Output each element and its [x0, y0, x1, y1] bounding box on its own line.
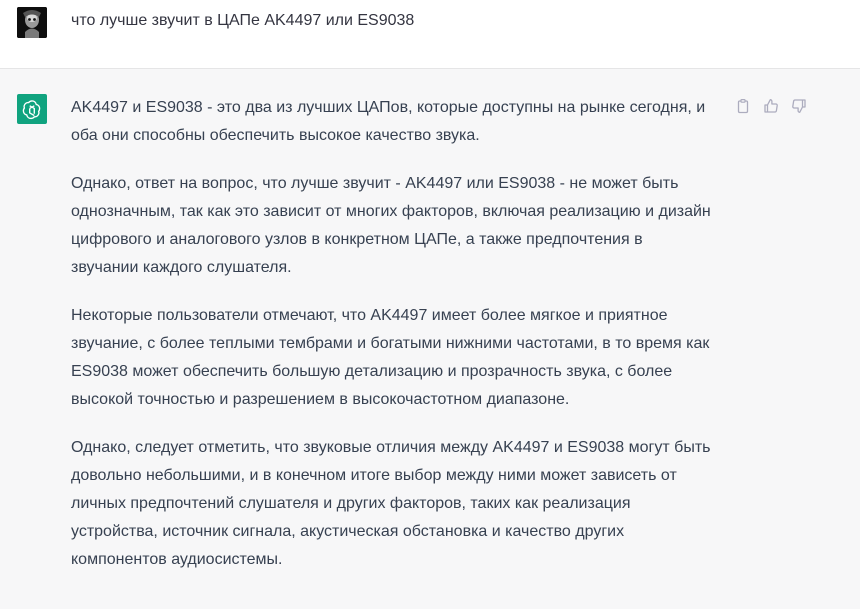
assistant-answer — [71, 94, 726, 594]
answer-line: звучание, с более теплыми тембрами и богатыми нижними частотами, в то время как — [71, 335, 710, 352]
answer-line: довольно небольшими, и в конечном итоге выбор между ними может зависеть от — [71, 467, 677, 484]
answer-paragraph — [71, 434, 726, 574]
answer-line: Однако, следует отметить, что звуковые отличия между AK4497 и ES9038 могут быть — [71, 439, 711, 456]
thumbs-up-icon — [763, 98, 779, 114]
answer-line: ES9038 может обеспечить большую детализацию и прозрачность звука, с более — [71, 363, 673, 380]
answer-paragraph — [71, 170, 726, 282]
answer-paragraph — [71, 94, 726, 150]
thumbs-down-button[interactable] — [791, 98, 807, 114]
thumbs-down-icon — [791, 98, 807, 114]
answer-line: цифрового и аналогового узлов в конкретном ЦАПе, а также предпочтения в — [71, 231, 643, 248]
answer-line: звучании каждого слушателя. — [71, 259, 292, 276]
answer-line: оба они способны обеспечить высокое качество звука. — [71, 127, 480, 144]
openai-logo-icon — [21, 98, 43, 120]
answer-line: Некоторые пользователи отмечают, что AK4497 имеет более мягкое и приятное — [71, 307, 668, 324]
clipboard-icon — [735, 98, 751, 114]
answer-line: высокой точностью и разрешением в высокочастотном диапазоне. — [71, 391, 570, 408]
copy-button[interactable] — [735, 98, 751, 114]
user-message-row — [0, 0, 860, 69]
user-avatar-image — [17, 7, 47, 38]
answer-line: компонентов аудиосистемы. — [71, 551, 283, 568]
thumbs-up-button[interactable] — [763, 98, 779, 114]
assistant-message-row — [0, 69, 860, 609]
answer-line: AK4497 и ES9038 - это два из лучших ЦАПов, которые доступны на рынке сегодня, и — [71, 99, 706, 116]
answer-line: личных предпочтений слушателя и других факторов, таких как реализация — [71, 495, 631, 512]
answer-paragraph — [71, 302, 726, 414]
message-actions — [735, 98, 807, 114]
answer-line: устройства, источник сигнала, акустическая обстановка и качество других — [71, 523, 625, 540]
user-message-text: что лучше звучит в ЦАПе AK4497 или ES9038 — [71, 12, 415, 29]
answer-line: однозначным, так как это зависит от многих факторов, включая реализацию и дизайн — [71, 203, 711, 220]
answer-line: Однако, ответ на вопрос, что лучше звучит - AK4497 или ES9038 - не может быть — [71, 175, 679, 192]
user-avatar — [17, 7, 47, 38]
assistant-avatar — [17, 94, 47, 124]
